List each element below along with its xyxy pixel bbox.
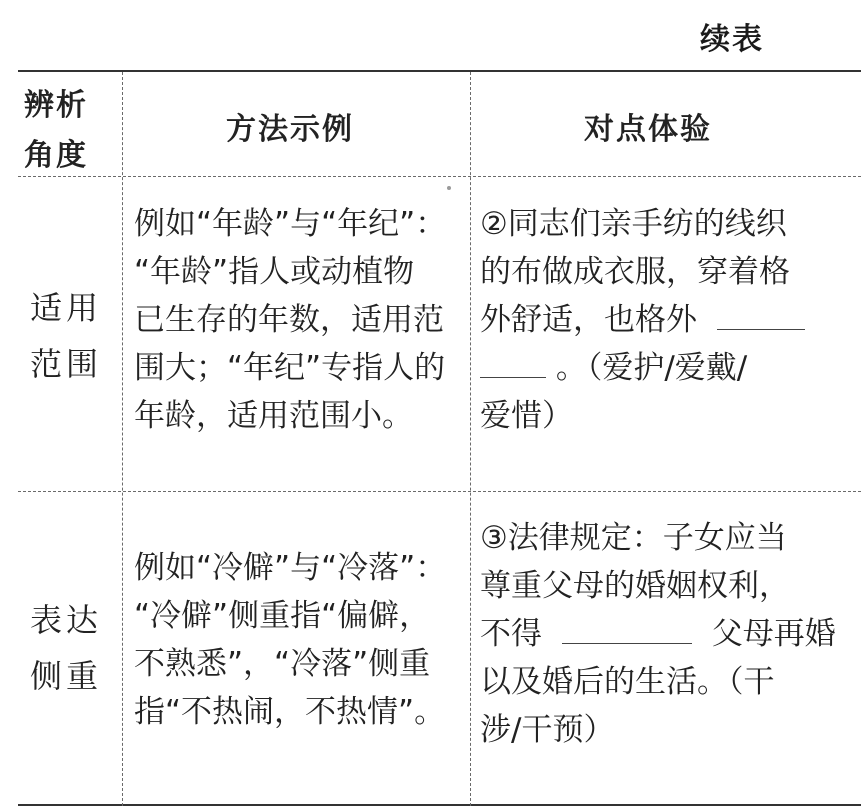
scan-speck <box>447 186 451 190</box>
row-label-line: 适用 <box>29 289 102 327</box>
header-practice: 对点体验 <box>584 112 712 147</box>
exercise-line: 涉/干预） <box>480 712 615 748</box>
example-line: 已生存的年数，适用范 <box>134 302 444 338</box>
header-bottom-rule <box>18 176 861 177</box>
row-label-line: 范围 <box>29 345 102 383</box>
exercise-text: 。（爱护/爱戴/ <box>555 350 748 386</box>
row-divider-rule <box>18 491 861 492</box>
exercise-line: 爱惜） <box>480 398 573 434</box>
exercise-line: 以及婚后的生活。（干 <box>480 664 775 700</box>
example-line: 例如“年龄”与“年纪”： <box>134 206 447 242</box>
exercise-text: 外舒适，也格外 <box>480 302 697 338</box>
example-line: “年龄”指人或动植物 <box>134 254 415 290</box>
exercise-text: 父母再婚 <box>711 616 836 652</box>
exercise-text: 不得 <box>480 616 542 652</box>
exercise-line: ③法律规定：子女应当 <box>480 520 787 556</box>
exercise-cell-2 <box>480 200 850 440</box>
row-label-line: 表达 <box>29 601 102 639</box>
exercise-line: 的布做成衣服，穿着格 <box>480 254 790 290</box>
header-angle-line1: 辨析 <box>24 88 88 123</box>
row-label-line: 侧重 <box>29 657 102 695</box>
example-line: 不熟悉”，“冷落”侧重 <box>134 646 431 682</box>
fill-blank-answer[interactable] <box>717 305 805 330</box>
exercise-cell-3 <box>480 514 850 754</box>
column-divider-2 <box>470 72 471 806</box>
example-line: 例如“冷僻”与“冷落”： <box>134 550 447 586</box>
fill-blank-answer[interactable] <box>562 619 692 644</box>
example-cell-emphasis <box>134 544 466 736</box>
exercise-line: 尊重父母的婚姻权利， <box>480 568 790 604</box>
header-angle-line2: 角度 <box>24 138 88 173</box>
example-line: 围大；“年纪”专指人的 <box>134 350 446 386</box>
table-top-rule <box>18 70 861 72</box>
row-label-emphasis <box>16 592 116 704</box>
exercise-line: ②同志们亲手纺的线织 <box>480 206 787 242</box>
example-cell-scope <box>134 200 466 440</box>
example-line: “冷僻”侧重指“偏僻， <box>134 598 431 634</box>
column-divider-1 <box>122 72 123 806</box>
exercise-line <box>480 296 850 344</box>
table-caption: 续表 <box>700 22 764 57</box>
fill-blank-answer-continued[interactable] <box>480 353 546 378</box>
exercise-line <box>480 610 850 658</box>
table-bottom-rule <box>18 804 861 806</box>
example-line: 年龄，适用范围小。 <box>134 398 413 434</box>
row-label-scope <box>16 280 116 392</box>
exercise-line <box>480 344 850 392</box>
header-method-example: 方法示例 <box>226 112 354 147</box>
example-line: 指“不热闹，不热情”。 <box>134 694 446 730</box>
